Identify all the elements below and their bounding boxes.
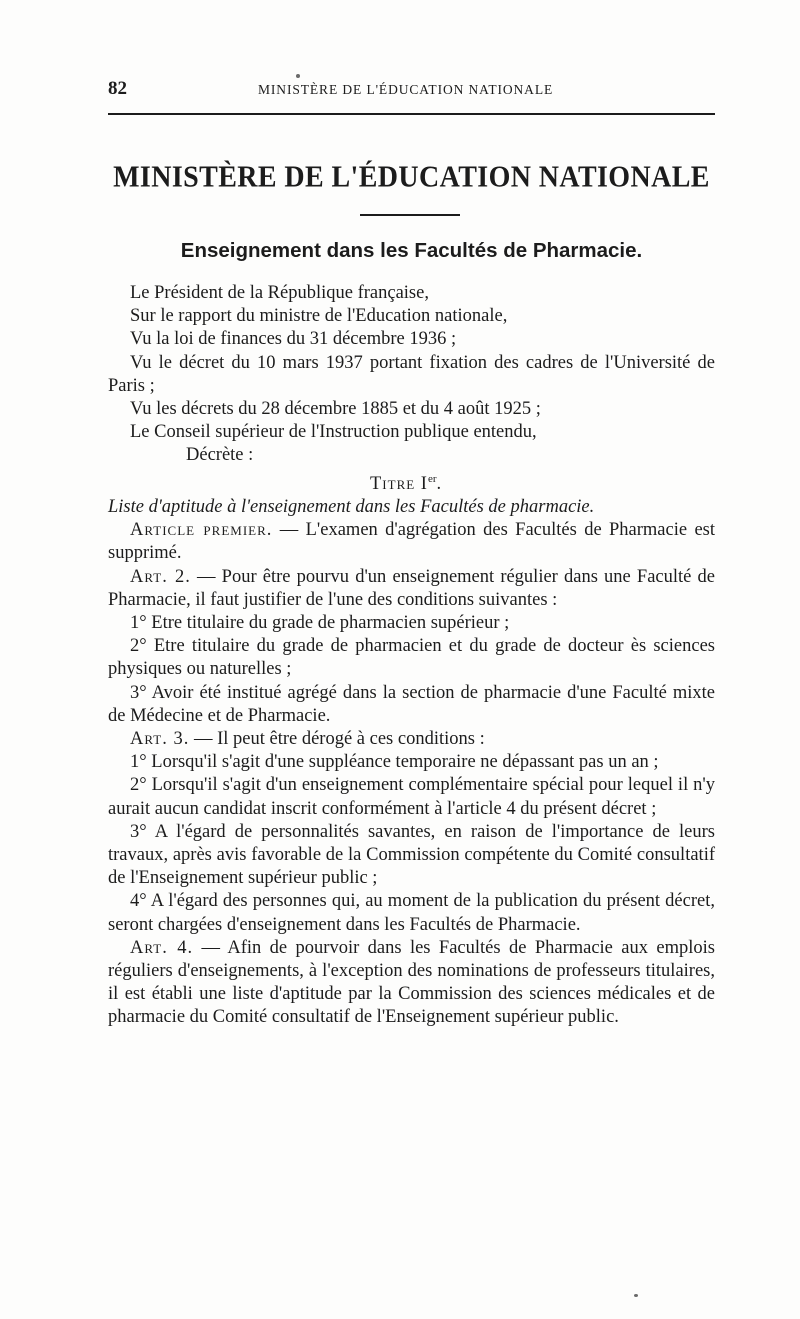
article-paragraph <box>108 635 715 681</box>
article-text: 4° A l'égard des personnes qui, au moment de la publication du présent décret, seront chargées d'enseignement dans les Facultés de Pharmacie. <box>108 891 715 935</box>
preamble-line: Vu le décret du 10 mars 1937 portant fixation des cadres de l'Université de Paris ; <box>108 352 715 396</box>
preamble-line: Sur le rapport du ministre de l'Education nationale, <box>130 306 508 327</box>
titre-end: . <box>436 473 443 494</box>
article-text: — L'examen d'agrégation des Facultés de Pharmacie est supprimé. <box>108 520 715 564</box>
running-head: MINISTÈRE DE L'ÉDUCATION NATIONALE <box>258 82 554 97</box>
article-text: — Afin de pourvoir dans les Facultés de Pharmacie aux emplois réguliers d'enseignements, à l'exception des nominations de professeurs titulaires, il est établi une liste d'aptitude par la Commission des sciences médicales et de pharmacie du Comité consultatif de l'Enseignement supérieur public. <box>108 937 715 1028</box>
article-label: Art. 4. <box>130 937 194 958</box>
article-paragraph <box>108 612 715 635</box>
article-paragraph <box>108 728 715 751</box>
article-text: — Pour être pourvu d'un enseignement régulier dans une Faculté de Pharmacie, il faut justifier de l'une des conditions suivantes : <box>108 566 715 610</box>
article-label: Art. 2. <box>130 566 191 587</box>
article-paragraph <box>108 566 715 612</box>
article-text: 2° Lorsqu'il s'agit d'un enseignement complémentaire spécial pour lequel il n'y aurait aucun candidat inscrit conformément à l'article 4 du présent décret ; <box>108 775 715 819</box>
article-text: 3° Avoir été institué agrégé dans la section de pharmacie d'une Faculté mixte de Médecine et de Pharmacie. <box>108 682 715 726</box>
preamble-line: Vu les décrets du 28 décembre 1885 et du 4 août 1925 ; <box>130 399 541 420</box>
decree-body <box>108 282 715 1030</box>
article-text: 1° Lorsqu'il s'agit d'une suppléance temporaire ne dépassant pas un an ; <box>130 752 659 773</box>
article-label: Art. 3. <box>130 729 190 750</box>
page-number: 82 <box>108 78 127 99</box>
article-text: 1° Etre titulaire du grade de pharmacien supérieur ; <box>130 613 510 633</box>
article-paragraph <box>108 682 715 728</box>
titre-label: Titre I <box>370 473 428 494</box>
scan-speck <box>296 74 300 78</box>
preamble-line: Vu la loi de finances du 31 décembre 1936 ; <box>130 329 457 350</box>
title-rule <box>360 214 460 216</box>
decrete-line: Décrète : <box>186 445 254 466</box>
liste-heading: Liste d'aptitude à l'enseignement dans les Facultés de pharmacie. <box>108 496 595 517</box>
article-paragraph <box>108 519 715 565</box>
preamble-line: Le Conseil supérieur de l'Instruction publique entendu, <box>130 422 537 443</box>
titre-sup: er <box>427 472 437 485</box>
section-subtitle: Enseignement dans les Facultés de Pharmacie. <box>180 239 643 262</box>
titre-heading <box>108 468 715 496</box>
article-paragraph <box>108 937 715 1030</box>
header-rule <box>108 113 715 115</box>
article-text: 3° A l'égard de personnalités savantes, en raison de l'importance de leurs travaux, après avis favorable de la Commission compétente du Comité consultatif de l'Enseignement supérieur public ; <box>108 821 715 889</box>
article-text: 2° Etre titulaire du grade de pharmacien et du grade de docteur ès sciences physiques ou naturelles ; <box>108 636 715 680</box>
article-paragraph <box>108 890 715 936</box>
article-label: Article premier. <box>130 520 273 541</box>
preamble-line: Le Président de la République française, <box>130 283 429 303</box>
article-paragraph <box>108 751 715 774</box>
page-title: MINISTÈRE DE L'ÉDUCATION NATIONALE <box>113 160 710 195</box>
article-paragraph <box>108 821 715 891</box>
article-text: — Il peut être dérogé à ces conditions : <box>189 729 485 750</box>
article-paragraph <box>108 774 715 820</box>
scan-speck <box>634 1294 638 1297</box>
page-header <box>108 78 716 104</box>
